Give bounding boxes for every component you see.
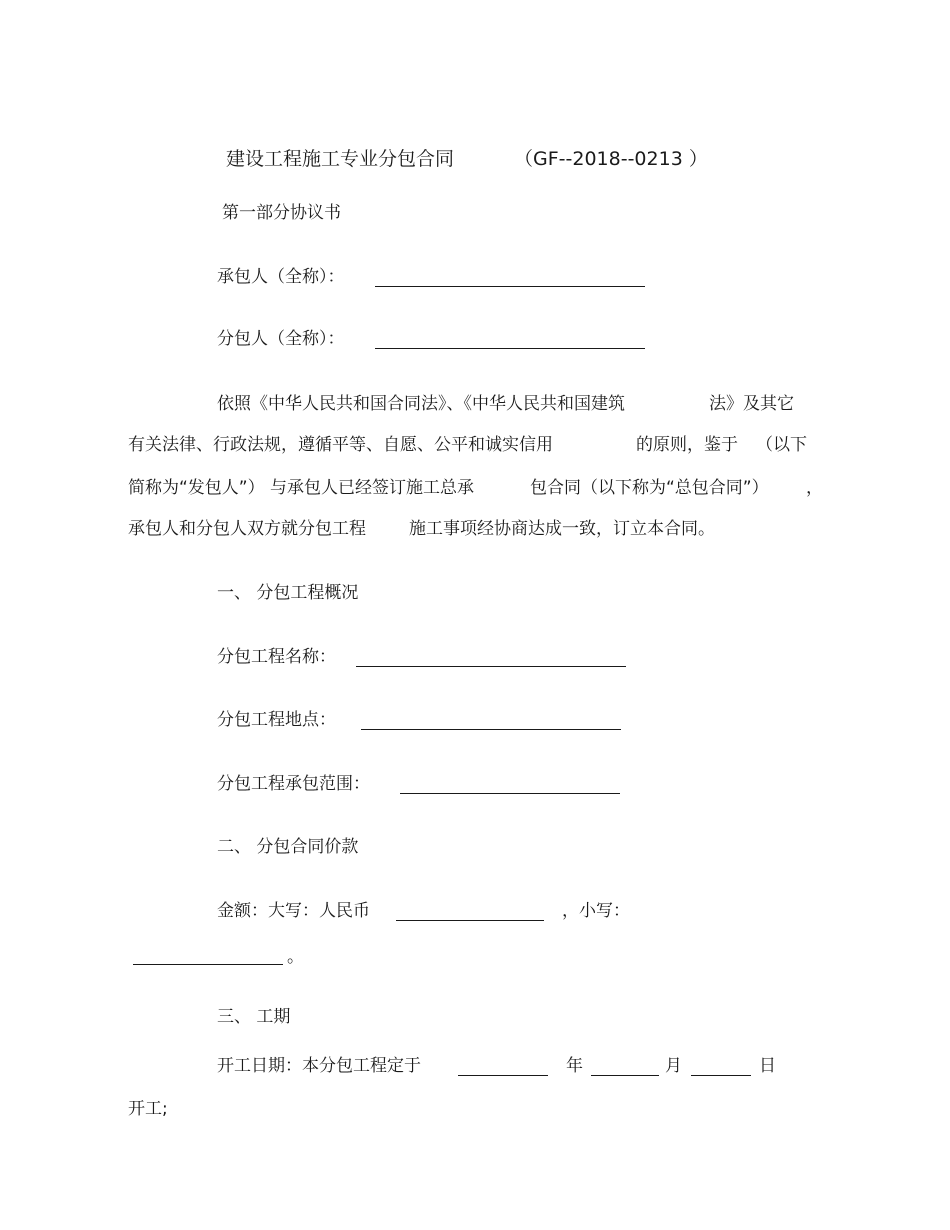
intro-line-4a: 承包人和分包人双方就分包工程 [128, 519, 366, 539]
section2-heading: 二、 分包合同价款 [217, 837, 359, 857]
project-scope-label: 分包工程承包范围： [217, 774, 370, 794]
intro-line-4b: 施工事项经协商达成一致，订立本合同。 [409, 519, 715, 539]
project-location-blank[interactable] [361, 713, 621, 730]
start-month-blank[interactable] [591, 1059, 659, 1076]
intro-line-3a: 简称为“发包人”） 与承包人已经签订施工总承 [128, 478, 475, 498]
section3-heading: 三、 工期 [217, 1007, 291, 1027]
amount-words-label: 金额：大写：人民币 [217, 901, 370, 921]
contract-title-text: 建设工程施工专业分包合同 [226, 148, 455, 170]
project-name-blank[interactable] [356, 650, 626, 667]
start-year-blank[interactable] [458, 1059, 548, 1076]
start-tail: 开工; [128, 1099, 168, 1119]
start-day-blank[interactable] [691, 1059, 751, 1076]
section1-heading: 一、 分包工程概况 [217, 583, 359, 603]
day-label: 日 [759, 1056, 776, 1076]
amount-end-mark: 。 [287, 947, 304, 967]
contract-code [514, 148, 708, 170]
intro-line-1b: 法》及其它 [709, 394, 794, 414]
amount-figures-blank[interactable] [133, 948, 283, 965]
contract-code-text: （GF--2018--0213 ） [514, 148, 708, 170]
start-date-label: 开工日期：本分包工程定于 [217, 1056, 421, 1076]
amount-words-blank[interactable] [396, 904, 544, 921]
project-scope-blank[interactable] [400, 777, 620, 794]
project-location-label: 分包工程地点： [217, 710, 336, 730]
year-label: 年 [566, 1056, 583, 1076]
month-label: 月 [665, 1056, 682, 1076]
project-name-label: 分包工程名称： [217, 647, 336, 667]
intro-line-2b: 的原则，鉴于 [636, 435, 738, 455]
intro-line-3b: 包合同（以下称为“总包合同”） [530, 478, 769, 498]
contract-title [226, 148, 454, 170]
contractor-label: 承包人（全称）： [217, 267, 345, 287]
intro-line-2a: 有关法律、行政法规，遵循平等、自愿、公平和诚实信用 [128, 435, 553, 455]
intro-line-2c: （以下 [756, 435, 807, 455]
subcontractor-label: 分包人（全称）： [217, 329, 345, 349]
subcontractor-name-blank[interactable] [375, 332, 645, 349]
contractor-name-blank[interactable] [375, 270, 645, 287]
intro-line-1a: 依照《中华人民共和国合同法》、《中华人民共和国建筑 [217, 394, 625, 414]
amount-figures-label: ，小写： [562, 901, 630, 921]
part-heading: 第一部分协议书 [222, 203, 341, 223]
intro-line-3c: ， [806, 478, 823, 498]
